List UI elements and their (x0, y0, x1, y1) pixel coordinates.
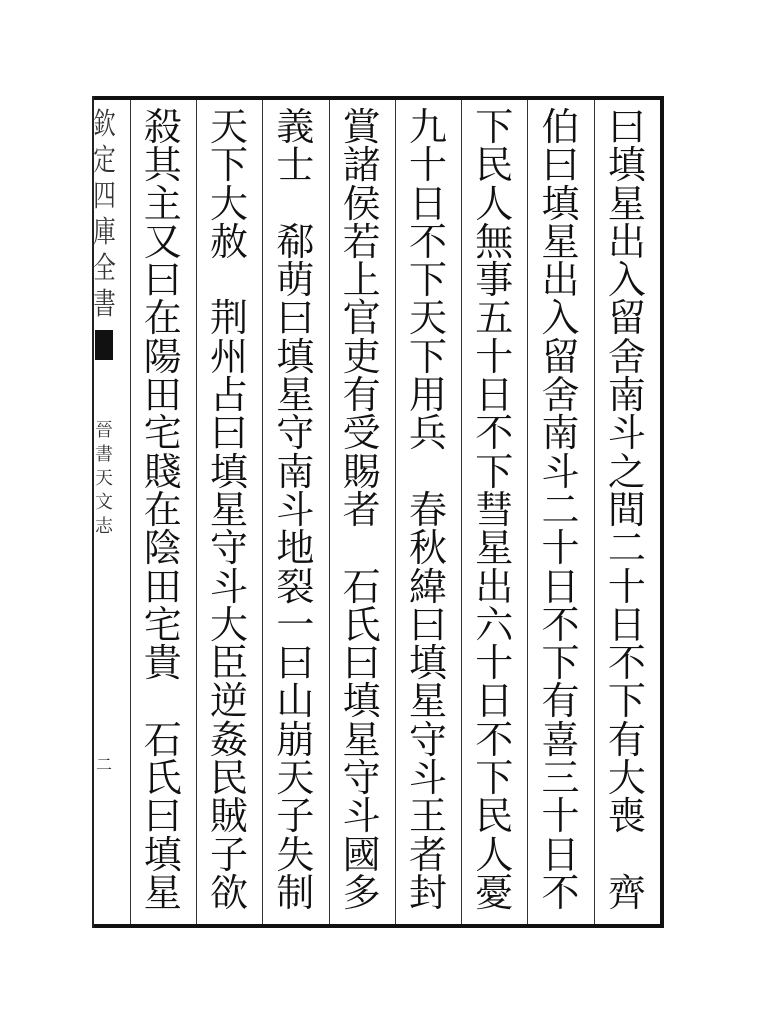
column-char: 宅 (143, 602, 182, 647)
column-char: 國 (342, 832, 381, 877)
margin-column (94, 100, 114, 924)
column-rule (130, 100, 131, 924)
column-char: 曰 (276, 641, 315, 686)
column-char: 曰 (276, 296, 315, 341)
column-char: 天 (210, 108, 249, 149)
column-char: 荆 (210, 296, 249, 341)
column-char: 多 (342, 870, 381, 915)
margin-title-char: 四 (93, 179, 116, 214)
column-char: 六 (475, 602, 514, 647)
column-space (596, 836, 658, 874)
column-char: 曰 (408, 602, 447, 647)
column-char: 秋 (408, 526, 447, 571)
column-char: 不 (475, 717, 514, 762)
column-char: 官 (342, 296, 381, 341)
column-char: 田 (143, 564, 182, 609)
column-char: 填 (342, 679, 381, 724)
column-char: 填 (541, 181, 580, 226)
column-char: 吏 (342, 334, 381, 379)
column-char: 宅 (143, 411, 182, 456)
column-char: 下 (607, 679, 646, 724)
page-number: 二 (96, 755, 113, 774)
column-char: 星 (210, 487, 249, 532)
column-char: 下 (475, 449, 514, 494)
column-char: 入 (607, 258, 646, 303)
column-space (132, 682, 194, 720)
column-char: 在 (143, 487, 182, 532)
text-column (397, 108, 459, 918)
column-char: 九 (408, 108, 447, 149)
column-char: 十 (607, 564, 646, 609)
margin-title-char: 全 (93, 251, 116, 286)
column-char: 日 (607, 602, 646, 647)
column-char: 留 (607, 296, 646, 341)
column-char: 人 (475, 832, 514, 877)
column-char: 入 (541, 296, 580, 341)
column-char: 之 (607, 449, 646, 494)
column-char: 守 (210, 526, 249, 571)
column-char: 欲 (210, 870, 249, 915)
column-rule (594, 100, 595, 924)
column-rule (461, 100, 462, 924)
column-char: 萌 (276, 258, 315, 303)
column-char: 出 (475, 564, 514, 609)
column-char: 十 (475, 334, 514, 379)
column-char: 日 (541, 564, 580, 609)
column-char: 貴 (143, 641, 182, 686)
column-char: 郗 (276, 219, 315, 264)
column-char: 賜 (342, 449, 381, 494)
column-char: 星 (607, 181, 646, 226)
column-char: 十 (475, 641, 514, 686)
column-char: 填 (210, 449, 249, 494)
column-char: 天 (408, 296, 447, 341)
column-char: 齊 (607, 870, 646, 915)
column-char: 無 (475, 219, 514, 264)
column-char: 大 (210, 602, 249, 647)
column-char: 不 (541, 870, 580, 915)
column-rule (395, 100, 396, 924)
frame-top-border (92, 96, 664, 100)
column-char: 星 (541, 219, 580, 264)
column-char: 裂 (276, 564, 315, 609)
column-char: 南 (607, 373, 646, 418)
column-char: 曰 (143, 794, 182, 839)
column-char: 諸 (342, 143, 381, 188)
column-char: 又 (143, 219, 182, 264)
column-char: 石 (342, 564, 381, 609)
column-char: 十 (408, 143, 447, 188)
column-char: 二 (607, 526, 646, 571)
column-char: 田 (143, 373, 182, 418)
text-column (331, 108, 393, 918)
column-char: 填 (408, 641, 447, 686)
text-column (463, 108, 525, 918)
column-char: 曰 (607, 108, 646, 149)
column-char: 子 (210, 832, 249, 877)
column-char: 受 (342, 411, 381, 456)
column-char: 不 (541, 602, 580, 647)
column-char: 不 (408, 219, 447, 264)
column-char: 氏 (342, 602, 381, 647)
column-char: 有 (541, 679, 580, 724)
frame-bottom-border (92, 924, 664, 928)
column-char: 守 (408, 717, 447, 762)
text-column (264, 108, 326, 918)
column-rule (262, 100, 263, 924)
column-rule (329, 100, 330, 924)
column-char: 五 (475, 296, 514, 341)
column-char: 下 (475, 756, 514, 801)
column-space (397, 453, 459, 491)
column-char: 斗 (607, 411, 646, 456)
column-char: 下 (541, 641, 580, 686)
column-space (331, 529, 393, 567)
column-char: 用 (408, 373, 447, 418)
fishtail-mark (95, 330, 113, 360)
column-space (198, 261, 260, 299)
column-char: 失 (276, 832, 315, 877)
column-char: 星 (276, 373, 315, 418)
column-char: 舍 (541, 373, 580, 418)
column-char: 有 (607, 717, 646, 762)
column-char: 逆 (210, 679, 249, 724)
column-char: 若 (342, 219, 381, 264)
column-char: 十 (541, 794, 580, 839)
column-char: 王 (408, 794, 447, 839)
column-char: 春 (408, 487, 447, 532)
column-char: 其 (143, 143, 182, 188)
column-char: 出 (607, 219, 646, 264)
column-char: 占 (210, 373, 249, 418)
column-char: 天 (276, 756, 315, 801)
column-char: 斗 (276, 487, 315, 532)
text-column (596, 108, 658, 918)
column-char: 下 (210, 143, 249, 188)
column-char: 星 (475, 526, 514, 571)
column-char: 主 (143, 181, 182, 226)
column-space (264, 185, 326, 223)
column-char: 填 (607, 143, 646, 188)
column-char: 姦 (210, 717, 249, 762)
column-char: 賤 (143, 449, 182, 494)
margin-section-char: 書 (95, 444, 113, 465)
column-rule (527, 100, 528, 924)
margin-section-char: 文 (95, 492, 113, 513)
column-char: 陰 (143, 526, 182, 571)
margin-title-char: 欽 (93, 107, 116, 142)
column-char: 間 (607, 487, 646, 532)
column-char: 封 (408, 870, 447, 915)
column-char: 在 (143, 296, 182, 341)
column-char: 斗 (408, 756, 447, 801)
column-char: 義 (276, 108, 315, 149)
margin-title-char: 定 (93, 143, 116, 178)
column-char: 曰 (210, 411, 249, 456)
column-char: 下 (408, 258, 447, 303)
column-char: 星 (342, 717, 381, 762)
column-char: 大 (210, 181, 249, 226)
column-char: 大 (607, 756, 646, 801)
column-char: 舍 (607, 334, 646, 379)
column-char: 三 (541, 756, 580, 801)
column-char: 侯 (342, 181, 381, 226)
column-char: 山 (276, 679, 315, 724)
column-char: 斗 (342, 794, 381, 839)
column-char: 子 (276, 794, 315, 839)
column-char: 填 (143, 832, 182, 877)
column-rule (196, 100, 197, 924)
column-char: 斗 (210, 564, 249, 609)
column-char: 下 (408, 334, 447, 379)
column-char: 守 (276, 411, 315, 456)
column-char: 不 (607, 641, 646, 686)
column-char: 有 (342, 373, 381, 418)
text-column (198, 108, 260, 918)
column-char: 殺 (143, 108, 182, 149)
column-char: 守 (342, 756, 381, 801)
column-char: 石 (143, 717, 182, 762)
column-char: 曰 (541, 143, 580, 188)
column-char: 臣 (210, 641, 249, 686)
column-char: 民 (475, 794, 514, 839)
column-char: 兵 (408, 411, 447, 456)
column-char: 者 (342, 487, 381, 532)
column-char: 二 (541, 487, 580, 532)
column-char: 緯 (408, 564, 447, 609)
column-char: 賊 (210, 794, 249, 839)
column-char: 日 (541, 832, 580, 877)
margin-section-char: 志 (95, 516, 113, 537)
column-char: 日 (475, 373, 514, 418)
column-char: 事 (475, 258, 514, 303)
column-char: 地 (276, 526, 315, 571)
column-char: 星 (408, 679, 447, 724)
column-char: 人 (475, 181, 514, 226)
margin-section-char: 晉 (95, 420, 113, 441)
column-char: 斗 (541, 449, 580, 494)
column-char: 陽 (143, 334, 182, 379)
column-char: 出 (541, 258, 580, 303)
column-char: 伯 (541, 108, 580, 149)
column-char: 民 (475, 143, 514, 188)
column-char: 制 (276, 870, 315, 915)
frame-right-border (660, 96, 664, 928)
column-char: 十 (541, 526, 580, 571)
column-char: 南 (276, 449, 315, 494)
column-char: 州 (210, 334, 249, 379)
column-char: 下 (475, 108, 514, 149)
column-char: 南 (541, 411, 580, 456)
column-char: 星 (143, 870, 182, 915)
column-char: 崩 (276, 717, 315, 762)
margin-title-char: 庫 (93, 215, 116, 250)
column-char: 喜 (541, 717, 580, 762)
column-char: 士 (276, 143, 315, 188)
column-char: 賞 (342, 108, 381, 149)
column-char: 憂 (475, 870, 514, 915)
margin-title-char: 書 (93, 287, 116, 322)
column-char: 日 (408, 181, 447, 226)
text-column (529, 108, 591, 918)
margin-section-char: 天 (95, 468, 113, 489)
column-char: 民 (210, 756, 249, 801)
column-char: 一 (276, 602, 315, 647)
column-char: 上 (342, 258, 381, 303)
column-char: 氏 (143, 756, 182, 801)
column-char: 留 (541, 334, 580, 379)
column-char: 喪 (607, 794, 646, 839)
text-column (132, 108, 194, 918)
column-char: 赦 (210, 219, 249, 264)
column-char: 填 (276, 334, 315, 379)
column-char: 曰 (342, 641, 381, 686)
column-char: 者 (408, 832, 447, 877)
column-char: 彗 (475, 487, 514, 532)
column-char: 日 (475, 679, 514, 724)
column-char: 曰 (143, 258, 182, 303)
column-char: 不 (475, 411, 514, 456)
